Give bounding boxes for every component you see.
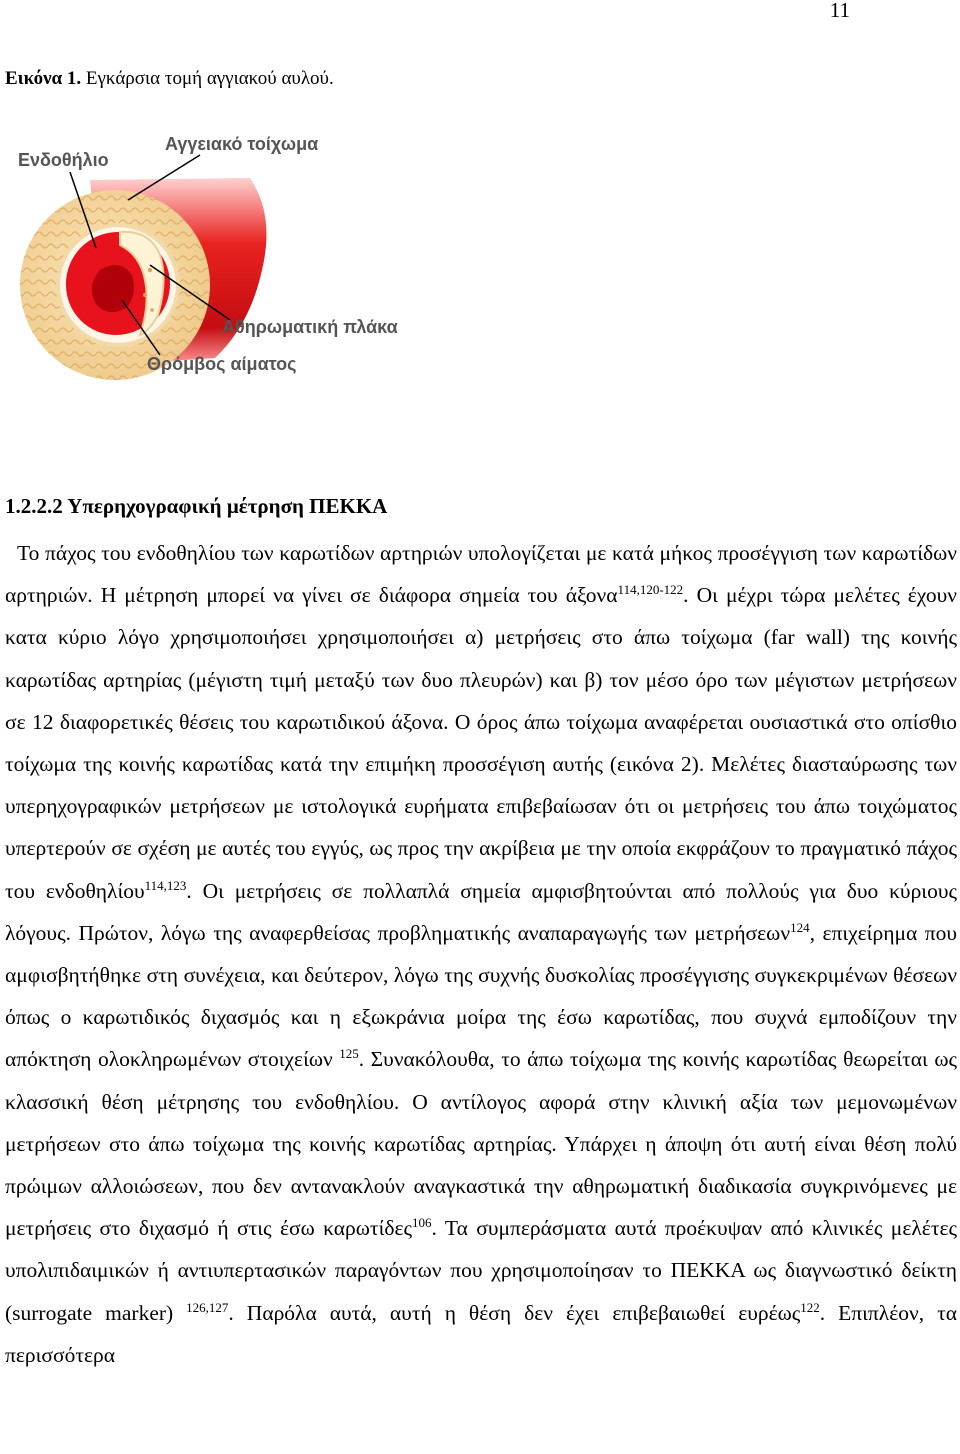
text-run: Το πάχος του ενδοθηλίου των καρωτίδων αρτηριών υπολογίζεται με κατά μήκος προσέγγιση των καρωτίδων αρτηριών. Η μέτρηση μπορεί να γίνει σε διάφορα σημεία του άξονα: [5, 541, 957, 608]
figure-caption: [5, 68, 334, 90]
text-run: . Οι μέχρι τώρα μελέτες έχουν κατα κύριο λόγο χρησιμοποιήσει χρησιμοποιήσει α) μετρήσεις στο άπω τοίχωμα (far wall) της κοινής καρωτίδας αρτηρίας (μέγιστη τιμή μεταξύ των δυο πλευρών) και β) τον μέσο όρο των μέγιστων μετρήσεων σε 12 διαφορετικές θέσεις του καρωτιδικού άξονα. Ο όρος άπω τοίχωμα αναφέρεται ουσιαστικά στο οπίσθιο τοίχωμα της κοινής καρωτίδας κατά την επιμήκη προσσέγιση αυτής (εικόνα 2). Μελέτες διασταύρωσης των υπερηχογραφικών μετρήσεων με ιστολογικά ευρήματα επιβεβαίωσαν ότι οι μετρήσεις του άπω τοιχώματος υπερτερούν σε σχέση με αυτές του εγγύς, ως προς την ακρίβεια με την οποία εκφράζουν το πραγματικό πάχος του ενδοθηλίου: [5, 583, 957, 903]
citation: 114,120-122: [617, 582, 684, 598]
citation: 124: [790, 919, 810, 935]
citation: 125: [339, 1046, 359, 1062]
citation: 106: [412, 1215, 432, 1231]
text-run: . Συνακόλουθα, το άπω τοίχωμα της κοινής καρωτίδας θεωρείται ως κλασσική θέση μέτρησης του ενδοθηλίου. Ο αντίλογος αφορά στην κλινική αξία των μεμονωμένων μετρήσεων στο άπω τοίχωμα της κοινής καρωτίδας αρτηρίας. Υπάρχει η άποψη ότι αυτή είναι θέση πολύ πρώιμων αλλοιώσεων, που δεν αντανακλούν αναγκαστικά την αθηρωματική διαδικασία συγκρινόμενες με μετρήσεις στο διχασμό ή στις έσω καρωτίδες: [5, 1047, 957, 1241]
label-blood-thrombus: Θρόμβος αίματος: [147, 354, 297, 374]
figure-caption-text: Εγκάρσια τομή αγγιακού αυλού.: [85, 68, 334, 89]
text-run: . Παρόλα αυτά, αυτή η θέση δεν έχει επιβεβαιωθεί ευρέως: [228, 1300, 801, 1325]
citation: 122: [800, 1299, 820, 1315]
label-atheromatous-plaque: Αθηρωματική πλάκα: [222, 317, 398, 337]
text-run: , επιχείρημα που αμφισβητήθηκε στη συνέχεια, και δεύτερον, λόγω της συχνής δυσκολίας προσέγγισης συγκεκριμένων θέσεων όπως ο καρωτιδικός διχασμός και η εξωκράνια μοίρα της έσω καρωτίδας, που συχνά εμποδίζουν την απόκτηση ολοκληρωμένων στοιχείων: [5, 920, 957, 1072]
label-endothelium: Ενδοθήλιο: [18, 150, 109, 170]
citation: 114,123: [144, 877, 187, 893]
section-heading: 1.2.2.2 Υπερηχογραφική μέτρηση ΠΕΚΚΑ: [5, 494, 388, 518]
label-vessel-wall: Αγγειακό τοίχωμα: [165, 134, 319, 154]
text-run: . Οι μετρήσεις σε πολλαπλά σημεία αμφισβητούνται από πολλούς για δυο κύριους λόγους. Πρώτον, λόγω της αναφερθείσας προβληματικής αναπαραγωγής των μετρήσεων: [5, 878, 958, 945]
figure-caption-label: Εικόνα 1.: [5, 68, 82, 89]
text-run: . Τα συμπεράσματα αυτά προέκυψαν από κλινικές μελέτες υπολιπιδαιμικών ή αντιυπερτασικών παραγόντων που χρησιμοποίησαν το ΠΕΚΚΑ ως διαγνωστικό δείκτη (surrogate marker): [5, 1216, 957, 1325]
text-run: . Επιπλέον, τα περισσότερα: [5, 1300, 957, 1367]
citation: 126,127: [186, 1299, 229, 1315]
body-paragraph: [5, 532, 957, 1376]
artery-cross-section-figure: [0, 120, 440, 390]
page-number: 11: [829, 0, 850, 22]
